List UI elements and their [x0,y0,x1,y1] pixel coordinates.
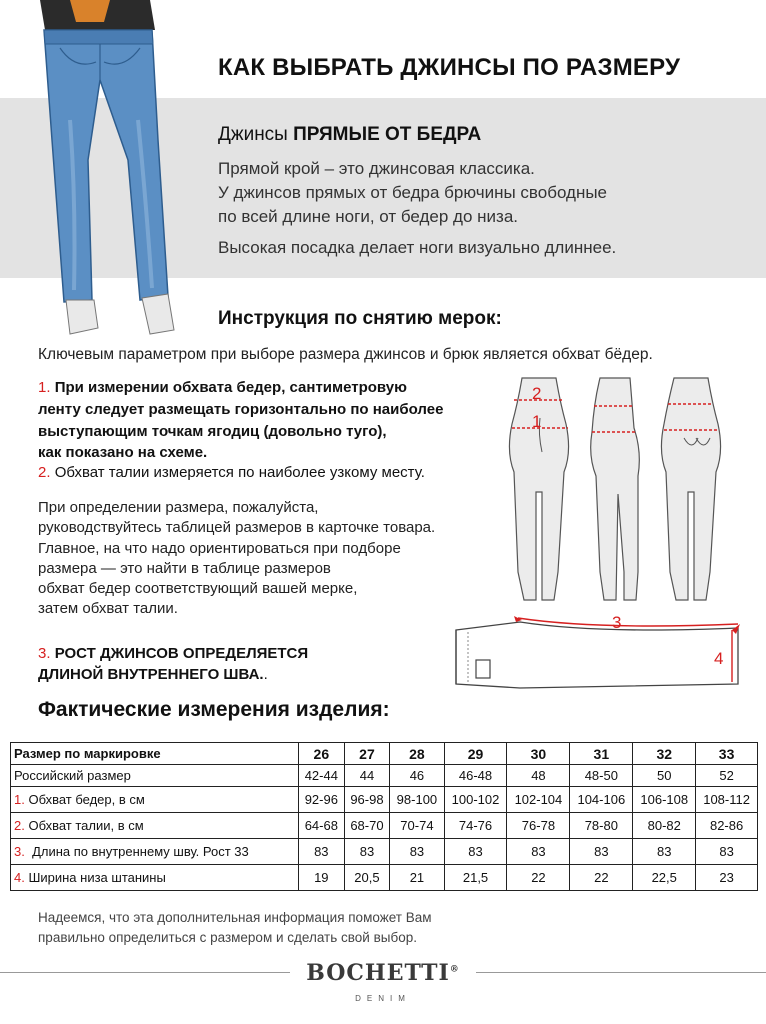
size-cell: 27 [344,743,390,765]
table-cell: 22 [507,865,570,891]
table-cell: 83 [507,839,570,865]
step3-line-2 [38,666,268,683]
step3-line-1 [38,645,308,662]
inseam-diagram [448,608,748,712]
size-cell: 26 [299,743,345,765]
table-cell: 44 [344,765,390,787]
table-row [11,787,758,813]
table-cell: 102-104 [507,787,570,813]
table-cell: 82-86 [696,813,758,839]
sizing-paragraph-line-5: обхват бедер соответствующий вашей мерке, [38,580,358,597]
table-cell: 19 [299,865,345,891]
row-label [11,765,299,787]
sizing-paragraph-line-3: Главное, на что надо ориентироваться при подборе [38,540,401,557]
step1-line-4: как показано на схеме. [38,444,208,461]
table-cell: 21,5 [444,865,507,891]
step2-text: Обхват талии измеряется по наиболее узкому месту. [54,464,425,481]
sizing-paragraph-line-2: руководствуйтесь таблицей размеров в карточке товара. [38,519,436,536]
size-cell: 28 [390,743,444,765]
brand-registered-mark: ® [449,964,460,975]
table-row [11,865,758,891]
row-number: 4. [14,870,25,885]
step1-number: 1. [38,379,51,396]
footer-note-line-1: Надеемся, что эта дополнительная информация поможет Вам [38,910,432,925]
step3-text-1: РОСТ ДЖИНСОВ ОПРЕДЕЛЯЕТСЯ [54,645,309,662]
subtitle-model-name: ПРЯМЫЕ ОТ БЕДРА [293,124,482,145]
table-cell: 100-102 [444,787,507,813]
table-row [11,765,758,787]
table-cell: 42-44 [299,765,345,787]
step3-number: 3. [38,645,51,662]
row-label [11,865,299,891]
size-cell: 30 [507,743,570,765]
description-line-1: Прямой крой – это джинсовая классика. [218,159,535,178]
row-number: 3. [14,844,25,859]
step3-text-2: ДЛИНОЙ ВНУТРЕННЕГО ШВА. [38,666,264,683]
table-cell: 83 [633,839,696,865]
row-number: 2. [14,818,25,833]
table-cell: 78-80 [570,813,633,839]
size-cell: 32 [633,743,696,765]
table-row [11,813,758,839]
table-cell: 92-96 [299,787,345,813]
row-label [11,839,299,865]
table-cell: 22 [570,865,633,891]
model-subtitle [218,124,481,146]
row-label-text: Обхват талии, в см [24,818,144,833]
footer-note-line-2: правильно определиться с размером и сделать свой выбор. [38,930,417,945]
table-cell: 46 [390,765,444,787]
step1-line-2: ленту следует размещать горизонтально по наиболее [38,401,444,418]
table-cell: 74-76 [444,813,507,839]
diagram-label-1: 1 [532,412,542,431]
table-cell: 48 [507,765,570,787]
brand-name: BOCHETTI [306,960,450,986]
table-row [11,839,758,865]
table-cell: 98-100 [390,787,444,813]
size-cell: 29 [444,743,507,765]
description-line-3: по всей длине ноги, от бедер до низа. [218,207,519,226]
table-header-label: Размер по маркировке [11,743,299,765]
subtitle-prefix: Джинсы [218,124,294,145]
table-cell: 64-68 [299,813,345,839]
table-cell: 104-106 [570,787,633,813]
key-parameter-text: Ключевым параметром при выборе размера джинсов и брюк является обхват бёдер. [38,346,653,363]
table-cell: 108-112 [696,787,758,813]
table-cell: 106-108 [633,787,696,813]
step2-line [38,464,425,481]
step1-line-3: выступающим точкам ягодиц (довольно туго), [38,423,387,440]
step2-number: 2. [38,464,51,481]
row-label [11,813,299,839]
table-cell: 83 [570,839,633,865]
row-label-text: Длина по внутреннему шву. Рост 33 [24,844,249,859]
size-cell: 33 [696,743,758,765]
step3-dot: . [263,666,268,683]
table-cell: 83 [390,839,444,865]
table-cell: 50 [633,765,696,787]
row-label-text: Ширина низа штанины [24,870,166,885]
diagram-label-4: 4 [714,649,724,668]
table-cell: 83 [344,839,390,865]
table-cell: 20,5 [344,865,390,891]
table-cell: 46-48 [444,765,507,787]
sizing-paragraph-line-6: затем обхват талии. [38,600,178,617]
table-cell: 48-50 [570,765,633,787]
step1-line-1 [38,379,407,396]
table-cell: 80-82 [633,813,696,839]
row-label-text: Российский размер [14,768,131,783]
size-table [10,742,758,891]
measurements-title: Фактические измерения изделия: [38,698,390,721]
diagram-label-2: 2 [532,384,542,403]
instructions-title: Инструкция по снятию мерок: [218,308,502,329]
brand-logo [0,960,766,986]
table-cell: 22,5 [633,865,696,891]
table-cell: 52 [696,765,758,787]
body-measurement-diagram [488,372,738,604]
table-cell: 83 [696,839,758,865]
description-line-4: Высокая посадка делает ноги визуально длиннее. [218,238,617,257]
table-cell: 83 [444,839,507,865]
table-cell: 96-98 [344,787,390,813]
table-cell: 68-70 [344,813,390,839]
table-cell: 23 [696,865,758,891]
table-cell: 70-74 [390,813,444,839]
step1-text-1: При измерении обхвата бедер, сантиметровую [54,379,407,396]
diagram-label-3: 3 [612,613,622,632]
brand-subline: DENIM [355,994,411,1003]
sizing-paragraph-line-1: При определении размера, пожалуйста, [38,499,319,516]
page-title: КАК ВЫБРАТЬ ДЖИНСЫ ПО РАЗМЕРУ [218,54,681,81]
row-label-text: Обхват бедер, в см [24,792,145,807]
description-line-2: У джинсов прямых от бедра брючины свободные [218,183,608,202]
size-cell: 31 [570,743,633,765]
row-label [11,787,299,813]
jeans-model-illustration [0,0,200,340]
table-cell: 83 [299,839,345,865]
table-header-row [11,743,758,765]
sizing-paragraph-line-4: размера — это найти в таблице размеров [38,560,331,577]
row-number: 1. [14,792,25,807]
table-cell: 21 [390,865,444,891]
table-cell: 76-78 [507,813,570,839]
